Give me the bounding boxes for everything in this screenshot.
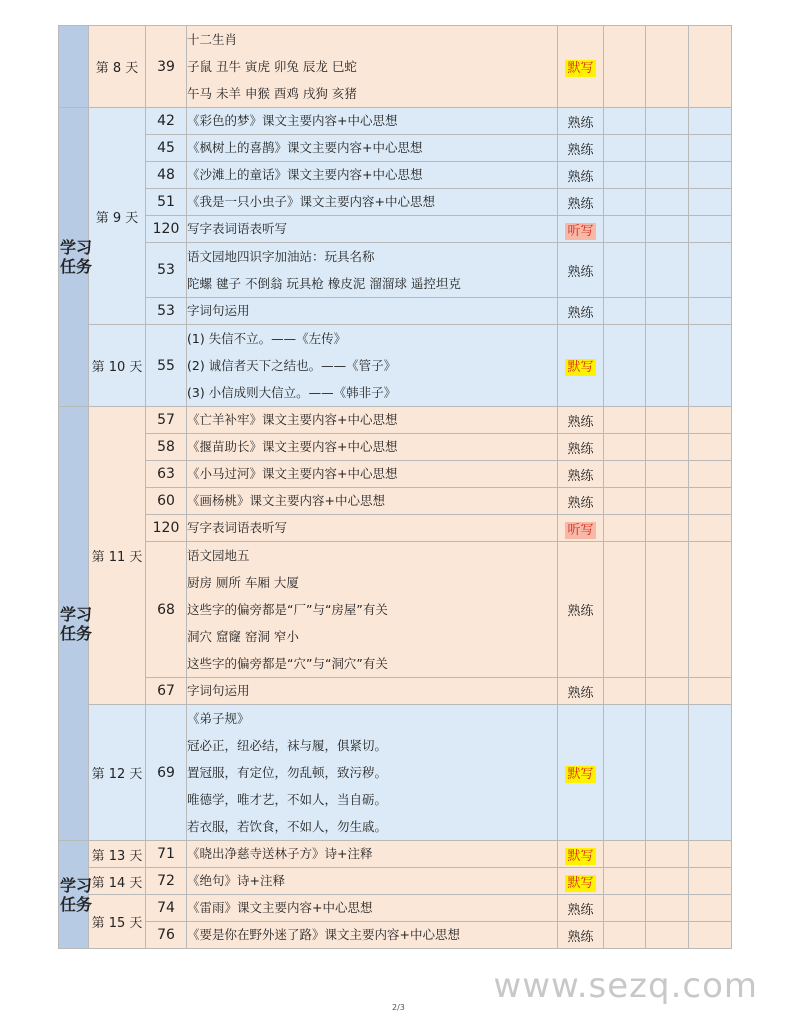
table-row	[59, 216, 732, 243]
content-line: 《我是一只小虫子》课文主要内容+中心思想	[187, 194, 435, 209]
content-cell	[187, 216, 558, 243]
requirement-cell	[558, 705, 604, 841]
content-cell	[187, 542, 558, 678]
check-cell	[604, 298, 646, 325]
page-number-cell: 42	[146, 108, 187, 135]
content-line: (2) 诚信者天下之结也。——《管子》	[187, 358, 397, 373]
task-label-cell	[59, 108, 92, 407]
check-cell	[604, 407, 646, 434]
requirement-badge: 熟练	[567, 685, 594, 701]
requirement-badge: 熟练	[567, 929, 594, 945]
content-line: 《画杨桃》课文主要内容+中心思想	[187, 493, 385, 508]
requirement-badge: 熟练	[567, 495, 594, 511]
requirement-badge: 默写	[567, 767, 594, 782]
check-cell	[646, 868, 689, 895]
table-row	[59, 162, 732, 189]
check-cell	[646, 407, 689, 434]
page-number-cell: 53	[146, 243, 187, 298]
content-line: 子鼠 丑牛 寅虎 卯兔 辰龙 巳蛇	[187, 59, 357, 74]
table-row	[59, 325, 732, 407]
requirement-badge: 默写	[567, 875, 594, 891]
requirement-badge: 熟练	[567, 305, 594, 321]
check-cell	[604, 868, 646, 895]
check-cell	[646, 325, 689, 407]
check-cell	[646, 189, 689, 216]
table-row	[59, 678, 732, 705]
table-row	[59, 515, 732, 542]
check-cell	[689, 678, 732, 705]
requirement-badge: 熟练	[567, 264, 594, 280]
day-cell: 第 14 天	[89, 868, 146, 895]
table-row	[59, 434, 732, 461]
content-cell	[187, 922, 558, 949]
content-line: 陀螺 毽子 不倒翁 玩具枪 橡皮泥 溜溜球 遥控坦克	[187, 276, 461, 291]
content-cell	[187, 895, 558, 922]
requirement-badge: 默写	[567, 61, 594, 76]
check-cell	[689, 189, 732, 216]
check-cell	[646, 298, 689, 325]
check-cell	[646, 243, 689, 298]
content-line: 语文园地五	[187, 548, 250, 563]
page-number-cell: 76	[146, 922, 187, 949]
check-cell	[604, 678, 646, 705]
content-cell	[187, 407, 558, 434]
content-line: 写字表词语表听写	[187, 221, 288, 236]
page-number-cell: 55	[146, 325, 187, 407]
requirement-cell	[558, 216, 604, 243]
requirement-badge: 熟练	[567, 169, 594, 185]
task-label: 学习任务	[59, 238, 92, 276]
requirement-badge: 默写	[567, 848, 594, 864]
task-label: 学习任务	[59, 875, 92, 914]
task-label-cell	[59, 407, 92, 841]
day-cell: 第 13 天	[89, 841, 146, 868]
check-cell	[689, 298, 732, 325]
check-cell	[689, 216, 732, 243]
page-number-cell: 39	[146, 26, 187, 108]
table-row	[59, 868, 732, 895]
check-cell	[646, 135, 689, 162]
content-line: 《绝句》诗+注释	[187, 873, 285, 888]
content-cell	[187, 705, 558, 841]
content-line: 《弟子规》	[187, 711, 250, 726]
table-row	[59, 488, 732, 515]
check-cell	[689, 135, 732, 162]
check-cell	[604, 216, 646, 243]
requirement-cell	[558, 108, 604, 135]
check-cell	[604, 135, 646, 162]
requirement-badge: 听写	[567, 522, 594, 538]
content-line: 字词句运用	[187, 683, 250, 698]
page-number-cell: 69	[146, 705, 187, 841]
day-cell: 第 15 天	[89, 895, 146, 949]
requirement-badge: 熟练	[567, 414, 594, 430]
requirement-badge: 熟练	[567, 115, 594, 131]
check-cell	[689, 26, 732, 108]
content-line: 写字表词语表听写	[187, 520, 288, 535]
check-cell	[646, 216, 689, 243]
content-line: 《雷雨》课文主要内容+中心思想	[187, 900, 373, 915]
table-row	[59, 407, 732, 434]
content-line: 十二生肖	[187, 32, 238, 47]
check-cell	[646, 162, 689, 189]
content-line: (1) 失信不立。——《左传》	[187, 331, 347, 346]
check-cell	[604, 895, 646, 922]
page-number-cell: 53	[146, 298, 187, 325]
table-row	[59, 542, 732, 678]
check-cell	[604, 705, 646, 841]
content-cell	[187, 26, 558, 108]
check-cell	[646, 922, 689, 949]
content-line: 置冠服，有定位，勿乱顿，致污秽。	[187, 765, 388, 780]
table-row	[59, 461, 732, 488]
content-cell	[187, 678, 558, 705]
requirement-badge: 默写	[567, 360, 594, 375]
content-cell	[187, 135, 558, 162]
content-line: 《小马过河》课文主要内容+中心思想	[187, 466, 398, 481]
content-line: 厨房 厕所 车厢 大厦	[187, 575, 299, 590]
requirement-cell	[558, 26, 604, 108]
content-line: 这些字的偏旁都是“穴”与“洞穴”有关	[187, 656, 388, 671]
page-number-cell: 60	[146, 488, 187, 515]
check-cell	[689, 243, 732, 298]
check-cell	[604, 108, 646, 135]
task-label: 学习任务	[59, 604, 92, 643]
requirement-cell	[558, 678, 604, 705]
page-number-cell: 67	[146, 678, 187, 705]
page-number-cell: 120	[146, 216, 187, 243]
day-cell: 第 9 天	[89, 108, 146, 325]
check-cell	[604, 461, 646, 488]
check-cell	[689, 434, 732, 461]
content-line: (3) 小信成则大信立。——《韩非子》	[187, 385, 397, 400]
table-row	[59, 298, 732, 325]
check-cell	[604, 26, 646, 108]
table-row	[59, 108, 732, 135]
requirement-cell	[558, 922, 604, 949]
check-cell	[646, 488, 689, 515]
requirement-cell	[558, 515, 604, 542]
page-number-cell: 74	[146, 895, 187, 922]
content-line: 字词句运用	[187, 303, 250, 318]
content-line: 唯德学，唯才艺，不如人，当自砺。	[187, 792, 388, 807]
content-line: 冠必正，纽必结，袜与履，俱紧切。	[187, 738, 388, 753]
requirement-cell	[558, 135, 604, 162]
check-cell	[604, 189, 646, 216]
requirement-badge: 听写	[567, 223, 594, 239]
requirement-cell	[558, 325, 604, 407]
check-cell	[689, 841, 732, 868]
day-cell: 第 10 天	[89, 325, 146, 407]
requirement-cell	[558, 189, 604, 216]
page-number-cell: 68	[146, 542, 187, 678]
content-line: 《枫树上的喜鹊》课文主要内容+中心思想	[187, 140, 423, 155]
content-line: 这些字的偏旁都是“厂”与“房屋”有关	[187, 602, 388, 617]
content-cell	[187, 243, 558, 298]
table-row	[59, 895, 732, 922]
table-row	[59, 841, 732, 868]
watermark-text: www.sezq.com	[493, 966, 758, 1006]
requirement-cell	[558, 542, 604, 678]
requirement-cell	[558, 841, 604, 868]
check-cell	[646, 542, 689, 678]
check-cell	[604, 841, 646, 868]
requirement-cell	[558, 162, 604, 189]
page-number-cell: 57	[146, 407, 187, 434]
requirement-cell	[558, 868, 604, 895]
content-cell	[187, 868, 558, 895]
page-number-cell: 63	[146, 461, 187, 488]
content-cell	[187, 189, 558, 216]
content-line: 洞穴 窟窿 窑洞 窄小	[187, 629, 299, 644]
requirement-cell	[558, 407, 604, 434]
check-cell	[689, 108, 732, 135]
requirement-badge: 熟练	[567, 142, 594, 158]
content-cell	[187, 108, 558, 135]
requirement-badge: 熟练	[567, 196, 594, 212]
content-line: 《晓出净慈寺送林子方》诗+注释	[187, 846, 373, 861]
requirement-cell	[558, 298, 604, 325]
requirement-cell	[558, 895, 604, 922]
check-cell	[646, 461, 689, 488]
content-line: 午马 未羊 申猴 酉鸡 戌狗 亥猪	[187, 86, 357, 101]
check-cell	[646, 895, 689, 922]
check-cell	[646, 841, 689, 868]
check-cell	[604, 162, 646, 189]
page-number-cell: 120	[146, 515, 187, 542]
day-cell: 第 12 天	[89, 705, 146, 841]
day-cell: 第 8 天	[89, 26, 146, 108]
requirement-badge: 熟练	[567, 902, 594, 918]
page-number-cell: 48	[146, 162, 187, 189]
requirement-cell	[558, 461, 604, 488]
check-cell	[689, 868, 732, 895]
check-cell	[604, 515, 646, 542]
study-plan-table	[58, 25, 732, 949]
check-cell	[604, 243, 646, 298]
content-cell	[187, 434, 558, 461]
requirement-badge: 熟练	[567, 604, 594, 619]
check-cell	[604, 922, 646, 949]
check-cell	[689, 515, 732, 542]
requirement-cell	[558, 243, 604, 298]
table-row	[59, 705, 732, 841]
page-number-cell: 58	[146, 434, 187, 461]
requirement-cell	[558, 434, 604, 461]
check-cell	[604, 325, 646, 407]
table-row	[59, 922, 732, 949]
check-cell	[646, 678, 689, 705]
table-row	[59, 135, 732, 162]
content-cell	[187, 488, 558, 515]
check-cell	[646, 108, 689, 135]
check-cell	[689, 922, 732, 949]
check-cell	[689, 488, 732, 515]
check-cell	[689, 895, 732, 922]
check-cell	[646, 434, 689, 461]
check-cell	[689, 542, 732, 678]
content-cell	[187, 515, 558, 542]
content-line: 《沙滩上的童话》课文主要内容+中心思想	[187, 167, 423, 182]
content-line: 若衣服，若饮食，不如人，勿生戚。	[187, 819, 388, 834]
check-cell	[646, 515, 689, 542]
check-cell	[689, 461, 732, 488]
requirement-badge: 熟练	[567, 468, 594, 484]
page-number-cell: 72	[146, 868, 187, 895]
page-number: 2/3	[392, 1003, 405, 1012]
check-cell	[604, 434, 646, 461]
check-cell	[689, 705, 732, 841]
content-cell	[187, 162, 558, 189]
table-row	[59, 26, 732, 108]
page-number-cell: 45	[146, 135, 187, 162]
content-line: 《彩色的梦》课文主要内容+中心思想	[187, 113, 398, 128]
day-cell: 第 11 天	[89, 407, 146, 705]
content-line: 《要是你在野外迷了路》课文主要内容+中心思想	[187, 927, 460, 942]
table-row	[59, 243, 732, 298]
content-cell	[187, 325, 558, 407]
content-line: 《亡羊补牢》课文主要内容+中心思想	[187, 412, 398, 427]
content-cell	[187, 298, 558, 325]
check-cell	[689, 325, 732, 407]
content-line: 语文园地四识字加油站：玩具名称	[187, 249, 375, 264]
page-number-cell: 51	[146, 189, 187, 216]
task-label-cell	[59, 26, 89, 108]
check-cell	[604, 542, 646, 678]
content-cell	[187, 841, 558, 868]
requirement-cell	[558, 488, 604, 515]
check-cell	[689, 162, 732, 189]
check-cell	[646, 26, 689, 108]
content-cell	[187, 461, 558, 488]
content-line: 《揠苗助长》课文主要内容+中心思想	[187, 439, 398, 454]
check-cell	[646, 705, 689, 841]
check-cell	[604, 488, 646, 515]
table-row	[59, 189, 732, 216]
task-label-cell	[59, 841, 92, 949]
requirement-badge: 熟练	[567, 441, 594, 457]
page-number-cell: 71	[146, 841, 187, 868]
check-cell	[689, 407, 732, 434]
